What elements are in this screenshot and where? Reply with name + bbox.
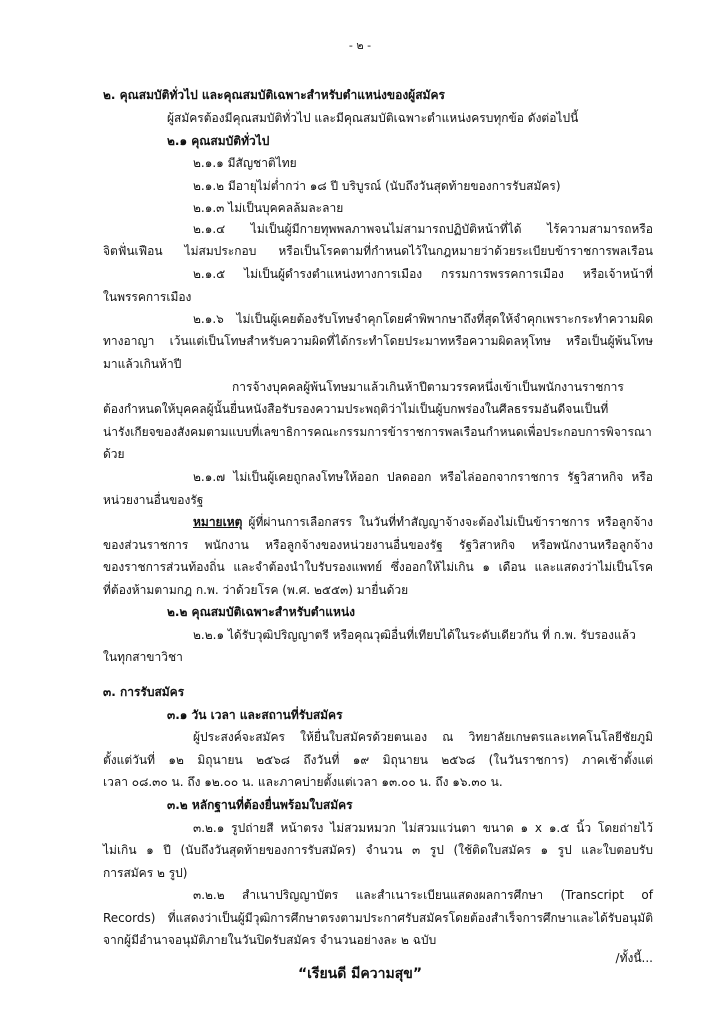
note-line4: ที่ต้องห้ามตามกฎ ก.พ. ว่าด้วยโรค (พ.ศ. ๒๕๕๓) มายื่นด้วย — [103, 583, 409, 597]
subsection-3-1-heading: ๓.๑ วัน เวลา และสถานที่รับสมัคร — [167, 708, 343, 722]
item-3-2-2-line1: ๓.๒.๒ สำเนาปริญญาบัตร และสำเนาระเบียนแสดงผลการศึกษา (Transcript of — [193, 888, 653, 902]
slogan: “เรียนดี มีความสุข” — [297, 966, 423, 982]
hiring-paragraph-line3: น่ารังเกียจของสังคมตามแบบที่เลขาธิการคณะกรรมการข้าราชการพลเรือนกำหนดเพื่อประกอบการพิจารณา — [103, 425, 652, 439]
item-2-1-4-line2: จิตฟั่นเฟือน ไม่สมประกอบ หรือเป็นโรคตามที่กำหนดไว้ในกฎหมายว่าด้วยระเบียบข้าราชการพลเรือน — [103, 244, 653, 258]
note-line3: ของราชการส่วนท้องถิ่น และจำต้องนำใบรับรองแพทย์ ซึ่งออกให้ไม่เกิน ๑ เดือน และแสดงว่าไม่เป็นโรค — [103, 560, 653, 574]
note-line1-text: ผู้ที่ผ่านการเลือกสรร ในวันที่ทำสัญญาจ้างจะต้องไม่เป็นข้าราชการ หรือลูกจ้าง — [248, 515, 653, 529]
item-3-1-line3: เวลา ๐๘.๓๐ น. ถึง ๑๒.๐๐ น. และภาคบ่ายตั้งแต่เวลา ๑๓.๐๐ น. ถึง ๑๖.๓๐ น. — [103, 775, 503, 789]
item-2-1-1: ๒.๑.๑ มีสัญชาติไทย — [193, 156, 297, 170]
subsection-2-1-heading: ๒.๑ คุณสมบัติทั่วไป — [167, 134, 270, 148]
item-2-1-6-line3: มาแล้วเกินห้าปี — [103, 357, 182, 371]
continued-marker: /ทั้งนี้... — [615, 951, 653, 965]
item-3-2-2-line2: Records) ที่แสดงว่าเป็นผู้มีวุฒิการศึกษาตรงตามประกาศรับสมัครโดยต้องสำเร็จการศึกษาและได้รับอนุมัติ — [103, 911, 653, 925]
item-2-2-1-line1: ๒.๒.๑ ได้รับวุฒิปริญญาตรี หรือคุณวุฒิอื่นที่เทียบได้ในระดับเดียวกัน ที่ ก.พ. รับรองแล้ว — [193, 628, 636, 642]
section-2-heading: ๒. คุณสมบัติทั่วไป และคุณสมบัติเฉพาะสำหรับตำแหน่งของผู้สมัคร — [103, 88, 445, 102]
hiring-paragraph-line1: การจ้างบุคคลผู้พ้นโทษมาแล้วเกินห้าปีตามวรรคหนึ่งเข้าเป็นพนักงานราชการ — [232, 380, 624, 394]
item-3-1-line1: ผู้ประสงค์จะสมัคร ให้ยื่นใบสมัครด้วยตนเอง ณ วิทยาลัยเกษตรและเทคโนโลยีชัยภูมิ — [193, 730, 653, 744]
item-2-1-5-line1: ๒.๑.๕ ไม่เป็นผู้ดำรงตำแหน่งทางการเมือง กรรมการพรรคการเมือง หรือเจ้าหน้าที่ — [193, 267, 653, 281]
item-2-1-6-line1: ๒.๑.๖ ไม่เป็นผู้เคยต้องรับโทษจำคุกโดยคำพิพากษาถึงที่สุดให้จำคุกเพราะกระทำความผิด — [193, 312, 653, 326]
subsection-2-2-heading: ๒.๒ คุณสมบัติเฉพาะสำหรับตำแหน่ง — [167, 605, 356, 619]
item-2-1-7-line2: หน่วยงานอื่นของรัฐ — [103, 493, 204, 507]
page-number: - ๒ - — [348, 39, 372, 52]
hiring-paragraph-line2: ต้องกำหนดให้บุคคลผู้นั้นยื่นหนังสือรับรองความประพฤติว่าไม่เป็นผู้บกพร่องในศีลธรรมอันดีจนเป็นที่ — [103, 402, 609, 416]
item-2-1-7-line1: ๒.๑.๗ ไม่เป็นผู้เคยถูกลงโทษให้ออก ปลดออก หรือไล่ออกจากราชการ รัฐวิสาหกิจ หรือ — [193, 470, 653, 484]
item-3-1-line2: ตั้งแต่วันที่ ๑๒ มิถุนายน ๒๕๖๘ ถึงวันที่ ๑๙ มิถุนายน ๒๕๖๘ (ในวันราชการ) ภาคเช้าตั้งแต่ — [103, 753, 653, 767]
item-3-2-1-line3: การสมัคร ๒ รูป) — [103, 866, 188, 880]
note-line1 — [193, 514, 653, 530]
item-3-2-2-line3: จากผู้มีอำนาจอนุมัติภายในวันปิดรับสมัคร จำนวนอย่างละ ๒ ฉบับ — [103, 933, 437, 947]
intro-line: ผู้สมัครต้องมีคุณสมบัติทั่วไป และมีคุณสมบัติเฉพาะตำแหน่งครบทุกข้อ ดังต่อไปนี้ — [167, 111, 579, 125]
item-3-2-1-line2: ไม่เกิน ๑ ปี (นับถึงวันสุดท้ายของการรับสมัคร) จำนวน ๓ รูป (ใช้ติดใบสมัคร ๑ รูป และใบตอบรับ — [103, 843, 653, 857]
section-3-heading: ๓. การรับสมัคร — [103, 685, 185, 699]
item-2-1-3: ๒.๑.๓ ไม่เป็นบุคคลล้มละลาย — [193, 201, 344, 215]
item-2-1-4-line1: ๒.๑.๔ ไม่เป็นผู้มีกายทุพพลภาพจนไม่สามารถปฏิบัติหน้าที่ได้ ไร้ความสามารถหรือ — [193, 222, 653, 236]
note-label: หมายเหตุ — [193, 515, 243, 529]
subsection-3-2-heading: ๓.๒ หลักฐานที่ต้องยื่นพร้อมใบสมัคร — [167, 798, 353, 812]
note-line2: ของส่วนราชการ พนักงาน หรือลูกจ้างของหน่วยงานอื่นของรัฐ รัฐวิสาหกิจ หรือพนักงานหรือลูกจ้าง — [103, 538, 653, 552]
item-2-2-1-line2: ในทุกสาขาวิชา — [103, 650, 183, 664]
item-2-1-2: ๒.๑.๒ มีอายุไม่ต่ำกว่า ๑๘ ปี บริบูรณ์ (นับถึงวันสุดท้ายของการรับสมัคร) — [193, 179, 561, 193]
hiring-paragraph-line4: ด้วย — [103, 447, 125, 461]
item-3-2-1-line1: ๓.๒.๑ รูปถ่ายสี หน้าตรง ไม่สวมหมวก ไม่สวมแว่นตา ขนาด ๑ x ๑.๕ นิ้ว โดยถ่ายไว้ — [193, 821, 653, 835]
item-2-1-5-line2: ในพรรคการเมือง — [103, 290, 192, 304]
item-2-1-6-line2: ทางอาญา เว้นแต่เป็นโทษสำหรับความผิดที่ได้กระทำโดยประมาทหรือความผิดลหุโทษ หรือเป็นผู้พ้นโทษ — [103, 334, 653, 348]
